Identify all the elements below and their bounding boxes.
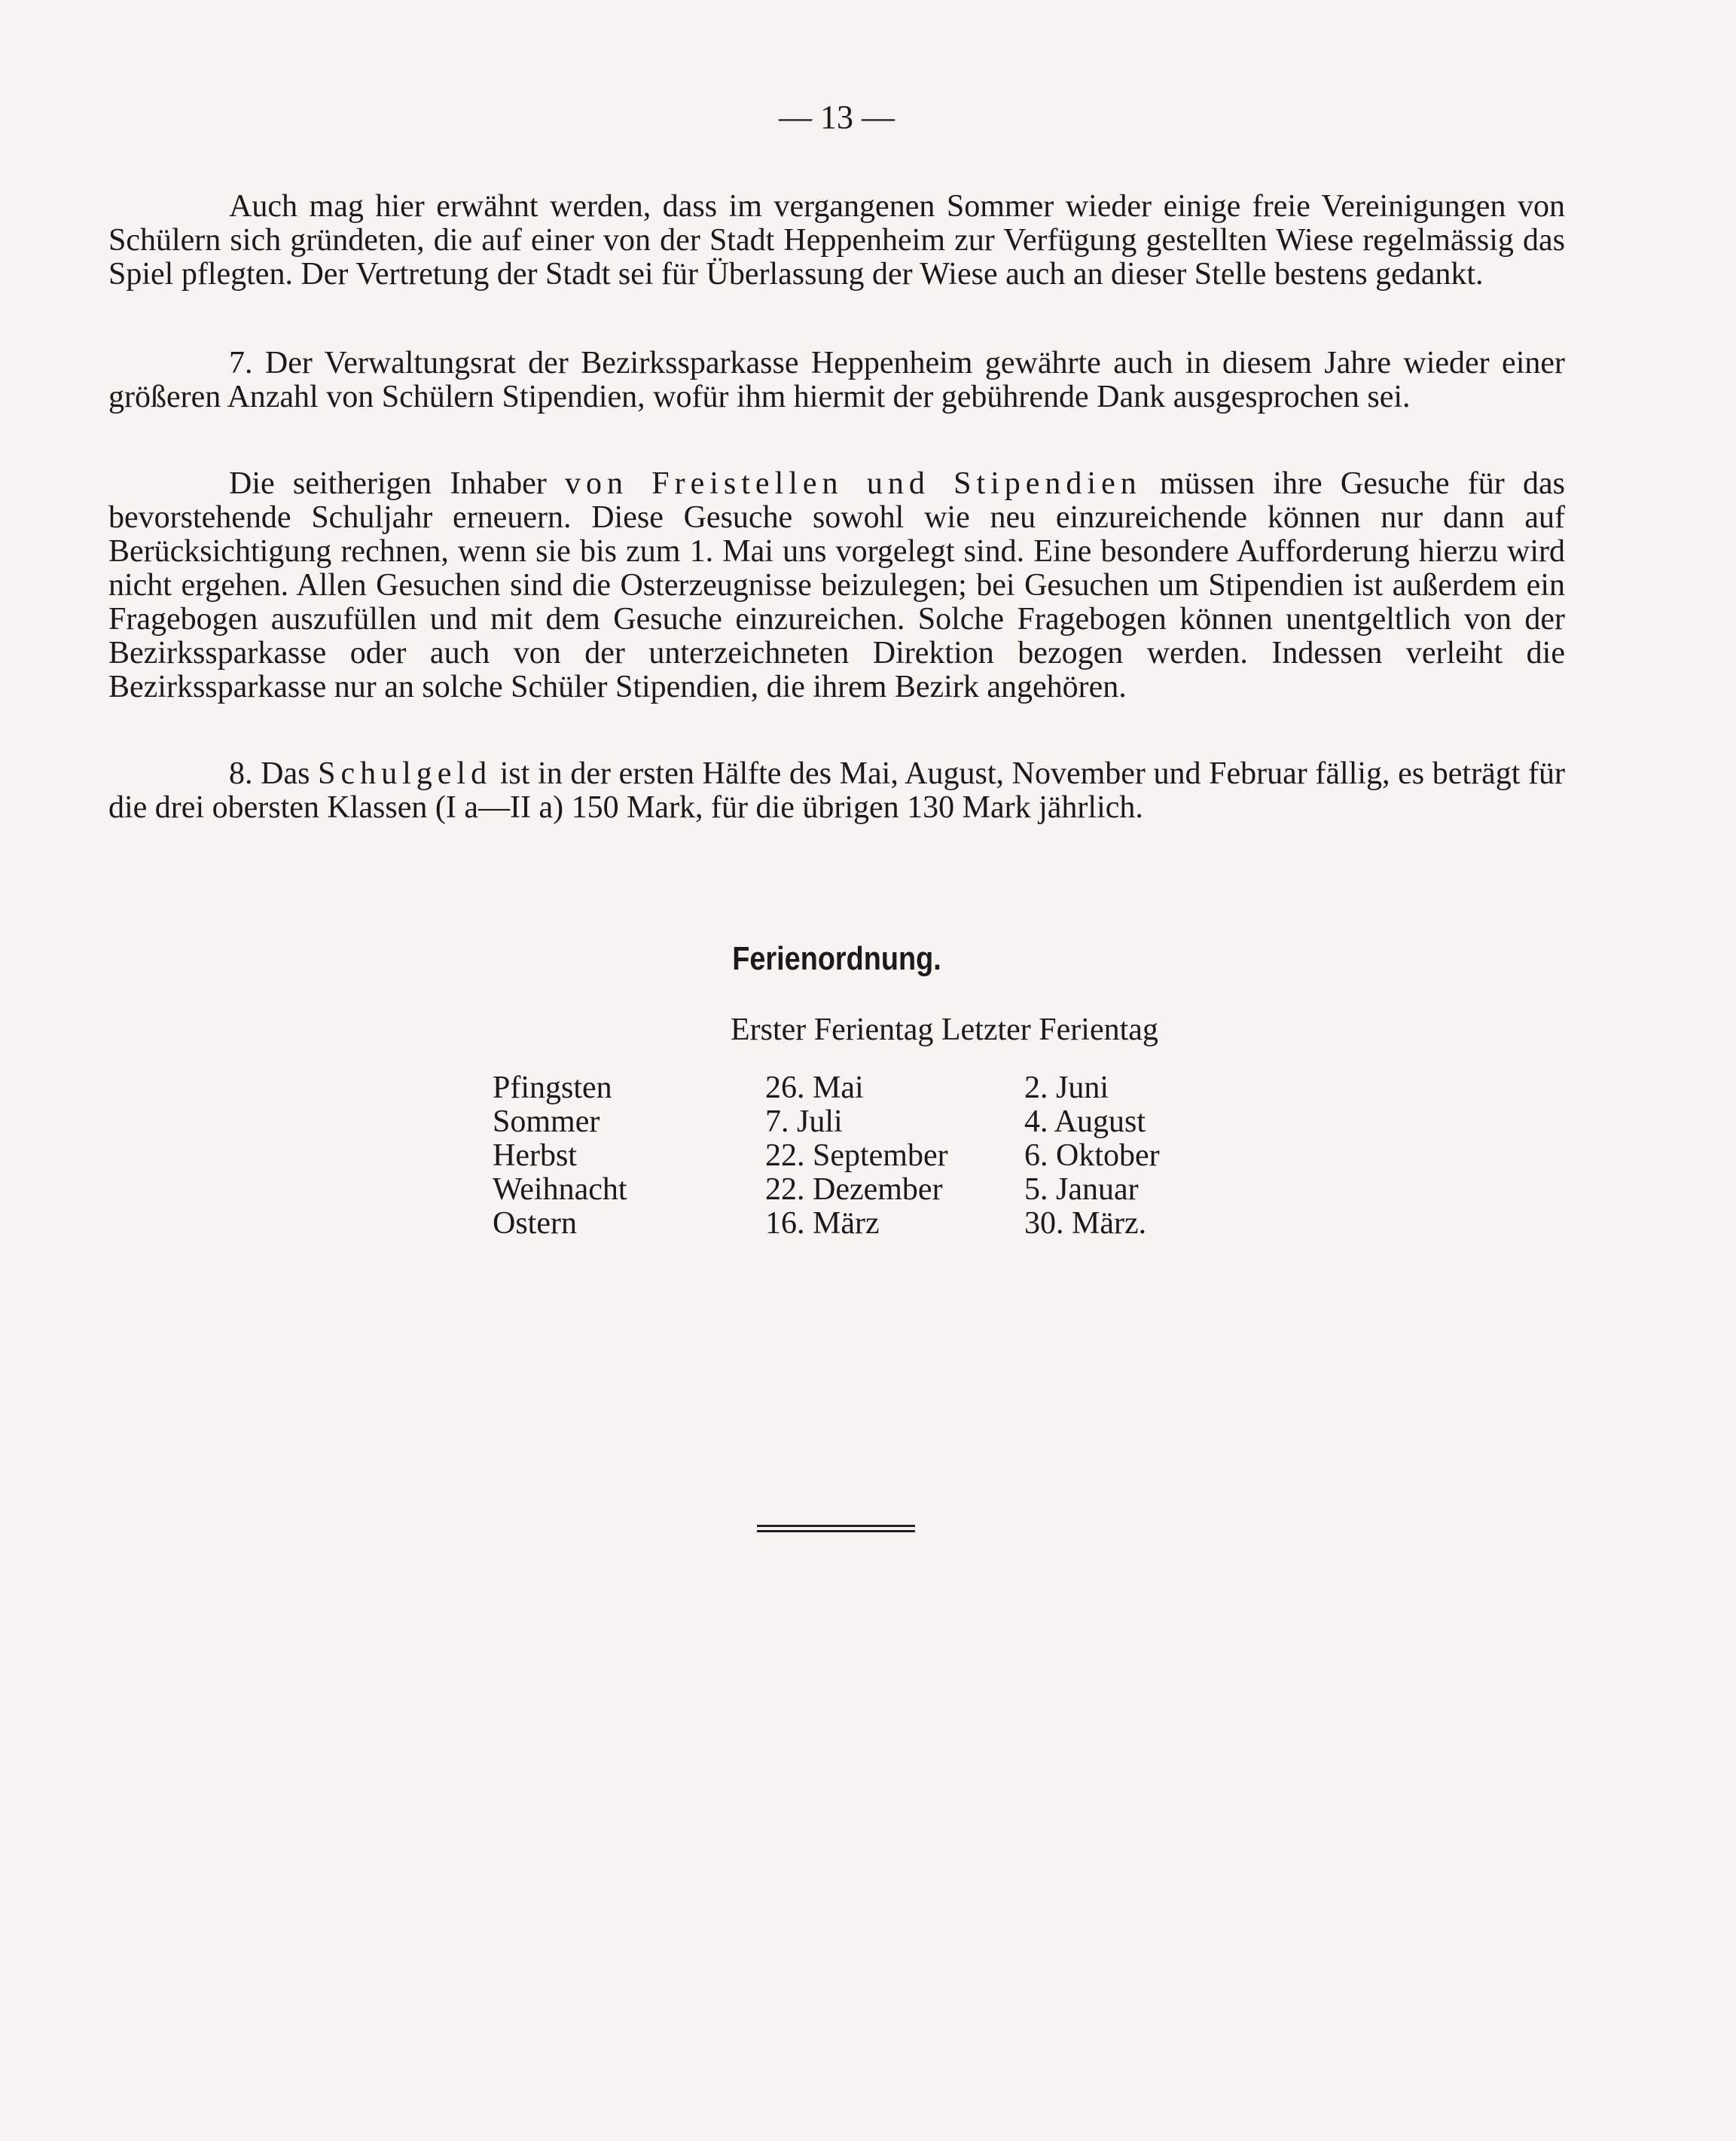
paragraph-text: Auch mag hier erwähnt werden, dass im vergangenen Sommer wieder einige freie Vereinigungen von Schülern sich gründeten, die auf einer von der Stadt Heppenheim zur Verfügung gestellten Wiese regelmässig das Spiel pflegten. Der Vertretung der Stadt sei für Überlassung der Wiese auch an dieser Stelle bestens gedankt. xyxy=(108,189,1565,292)
first-day: 22. Dezember xyxy=(765,1172,943,1207)
page-number: — 13 — xyxy=(779,99,895,136)
paragraph-text: 7. Der Verwaltungsrat der Bezirkssparkasse Heppenheim gewährte auch in diesem Jahre wieder einer größeren Anzahl von Schülern Stipendien, wofür ihm hiermit der gebührende Dank ausgesprochen sei. xyxy=(108,346,1565,414)
last-day: 4. August xyxy=(1024,1104,1146,1139)
last-day: 2. Juni xyxy=(1024,1070,1109,1105)
vacation-name: Weihnacht xyxy=(493,1172,627,1207)
last-day: 5. Januar xyxy=(1024,1172,1139,1207)
paragraph-spielvereinigungen xyxy=(108,190,1565,292)
section-title: Ferienordnung. xyxy=(732,940,941,977)
last-day: 6. Oktober xyxy=(1024,1138,1160,1173)
paragraph-verwaltungsrat xyxy=(108,347,1565,414)
last-day: 30. März. xyxy=(1024,1206,1147,1241)
text-run: Die seitherigen Inhaber xyxy=(229,466,565,501)
paragraph-freistellen xyxy=(108,467,1565,704)
first-day: 26. Mai xyxy=(765,1070,864,1105)
first-day: 7. Juli xyxy=(765,1104,843,1139)
vacation-name: Ostern xyxy=(493,1206,577,1241)
first-day: 16. März xyxy=(765,1206,880,1241)
spaced-emphasis: von Freistellen und Stipendien xyxy=(564,466,1142,501)
paragraph-text xyxy=(108,757,1565,825)
vacation-name: Herbst xyxy=(493,1138,577,1173)
text-run: ist in der ersten Hälfte des Mai, August, November und Februar fällig, es beträgt für die drei obersten Klassen (I a—II a) 150 Mark, für die übrigen 130 Mark jährlich. xyxy=(108,756,1565,825)
text-run: müssen ihre Gesuche für das bevorstehende Schuljahr erneuern. Diese Gesuche sowohl wie neu einzureichende können nur dann auf Berücksichtigung rechnen, wenn sie bis zum 1. Mai uns vorgelegt sind. Eine besondere Aufforderung hierzu wird nicht ergehen. Allen Gesuchen sind die Osterzeugnisse beizulegen; bei Gesuchen um Stipendien ist außerdem ein Fragebogen auszufüllen und mit dem Gesuche einzureichen. Solche Fragebogen können unentgeltlich von der Bezirkssparkasse oder auch von der unterzeichneten Direktion bezogen werden. Indessen verleiht die Bezirkssparkasse nur an solche Schüler Stipendien, die ihrem Bezirk angehören. xyxy=(108,466,1565,704)
paragraph-text xyxy=(108,467,1565,704)
paragraph-schulgeld xyxy=(108,757,1565,825)
closing-rule xyxy=(757,1530,915,1532)
schedule-header: Erster Ferientag Letzter Ferientag xyxy=(731,1012,1158,1047)
closing-rule xyxy=(757,1525,915,1527)
text-run: 8. Das xyxy=(229,756,319,791)
first-day: 22. September xyxy=(765,1138,948,1173)
vacation-name: Pfingsten xyxy=(493,1070,612,1105)
vacation-name: Sommer xyxy=(493,1104,600,1139)
spaced-emphasis: Schulgeld xyxy=(318,756,493,791)
